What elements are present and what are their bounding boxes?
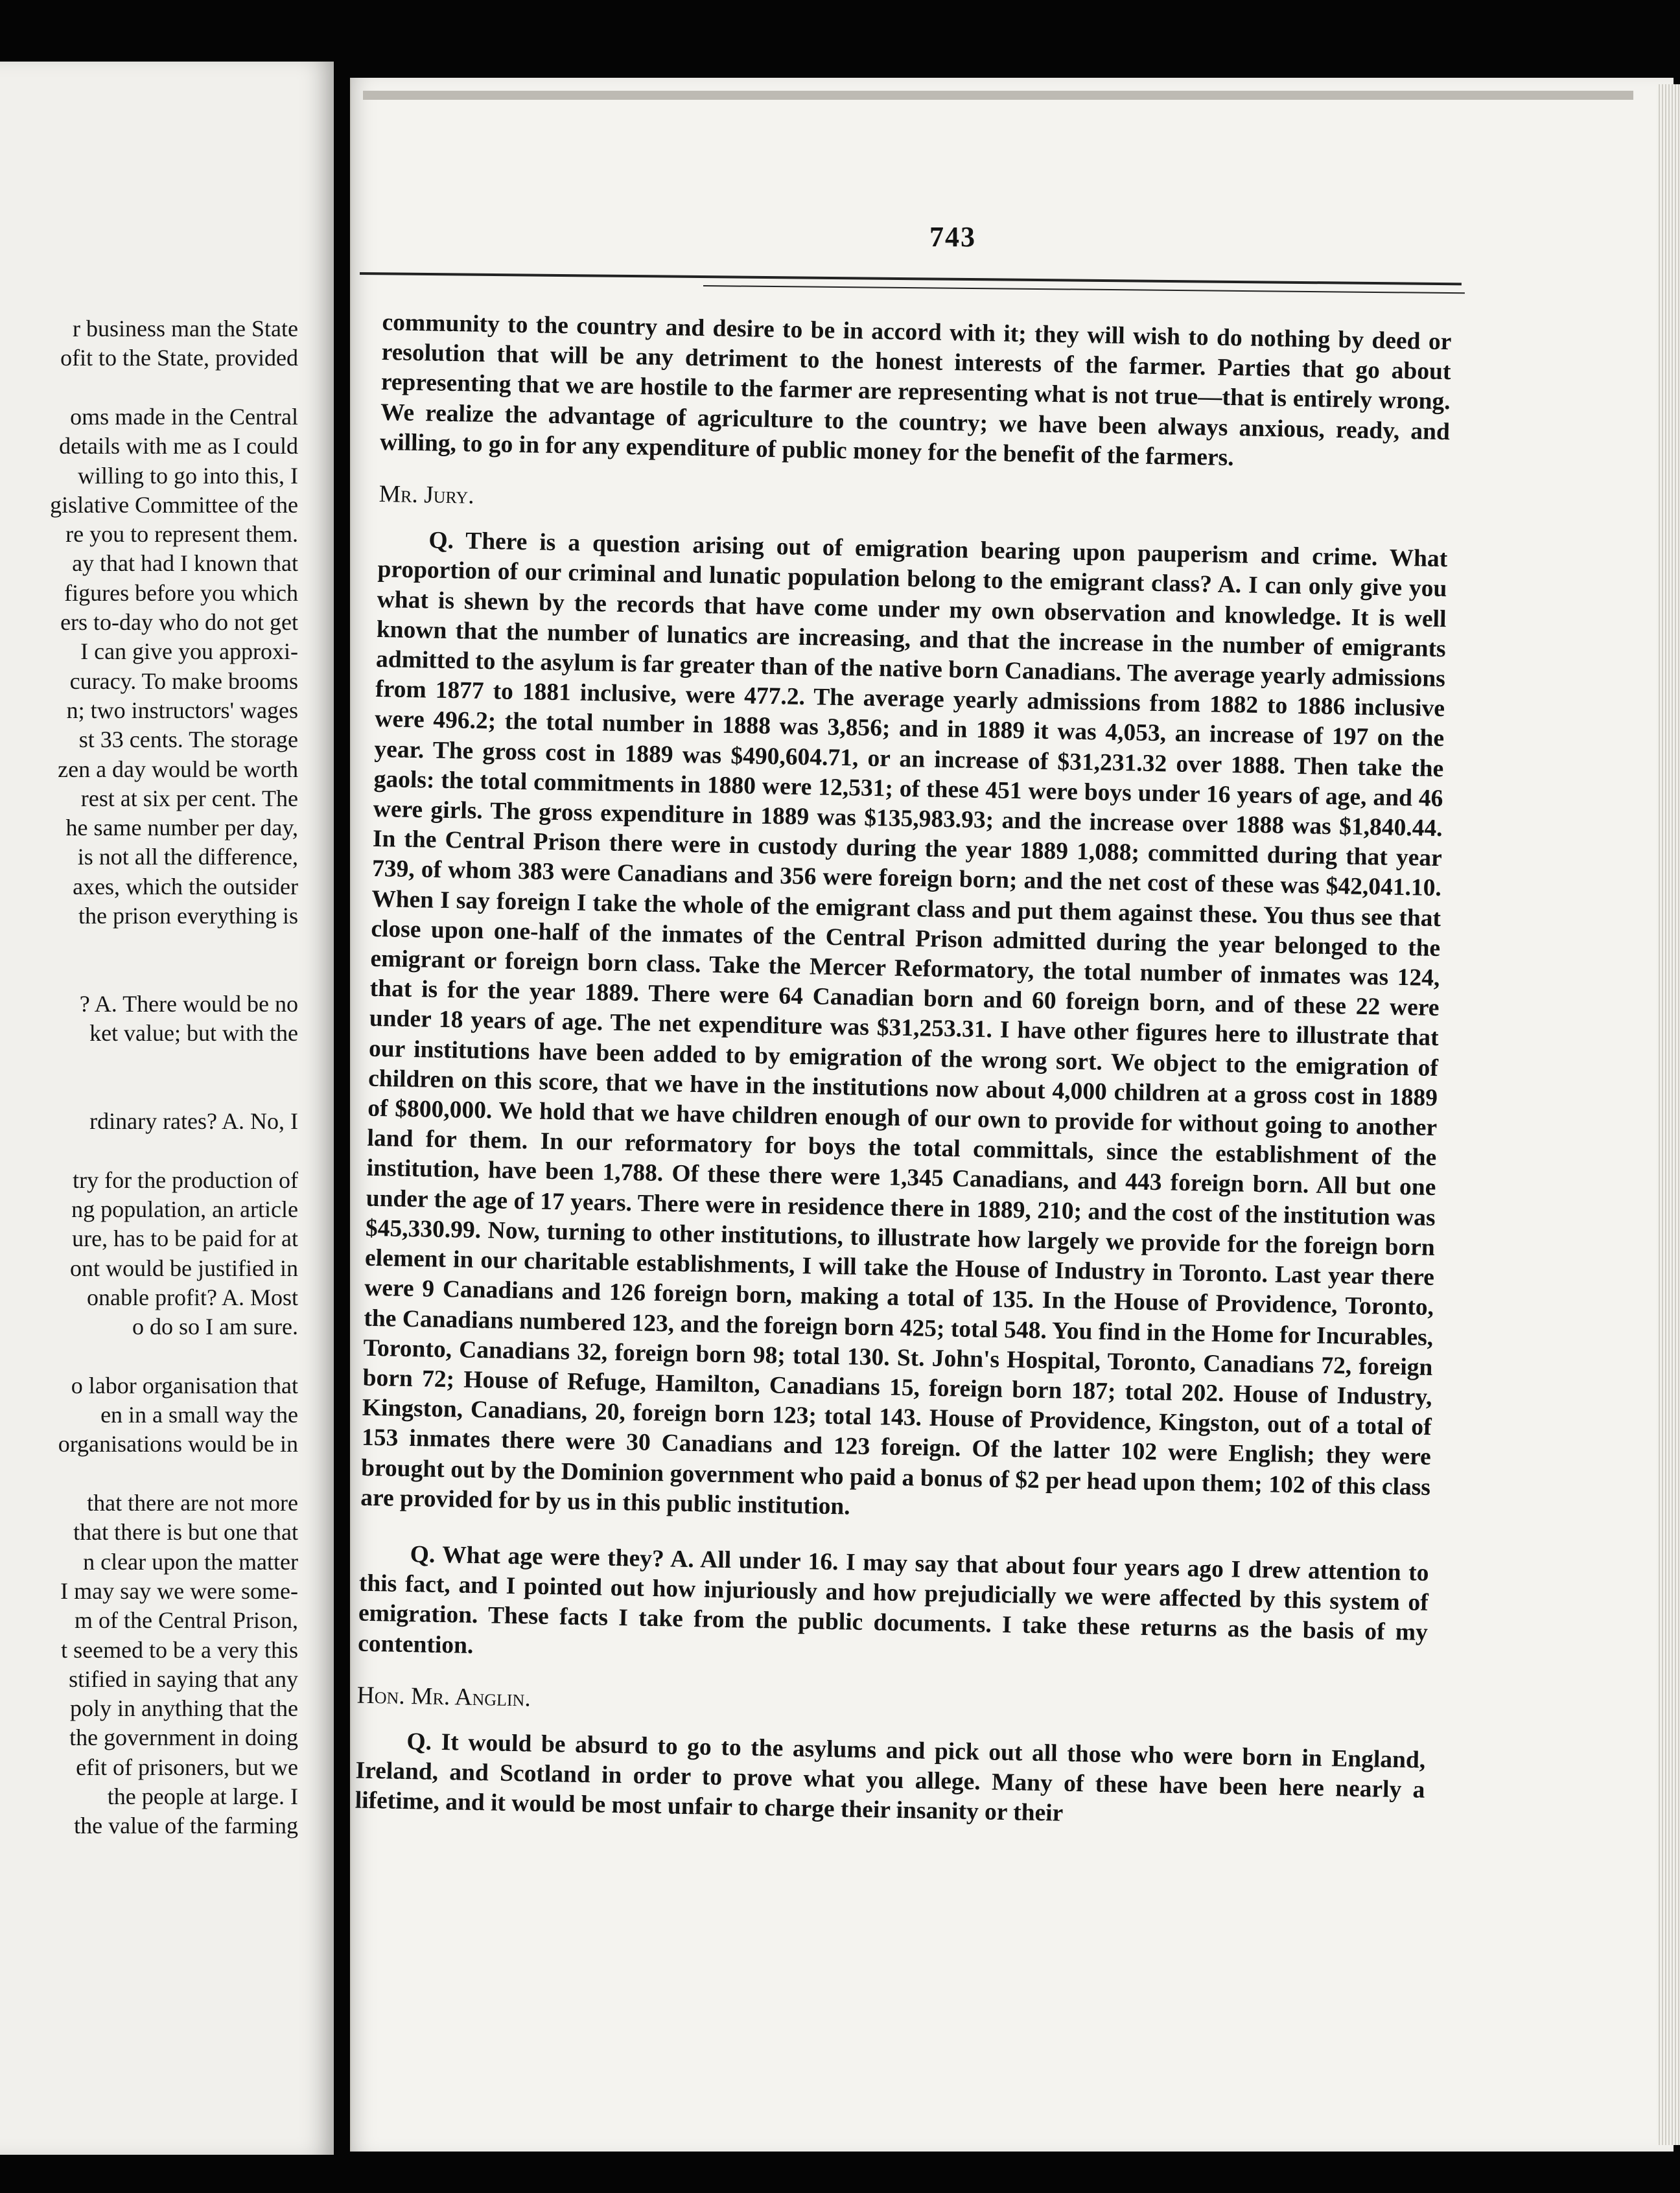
- speaker-mr-jury: Mr. Jury.: [379, 480, 474, 509]
- left-page-line: try for the production of: [73, 1166, 298, 1193]
- left-page-line: m of the Central Prison,: [75, 1607, 298, 1634]
- left-page-line: re you to represent them.: [65, 521, 298, 548]
- left-page-line: o labor organisation that: [71, 1372, 298, 1398]
- page-number: 743: [929, 221, 976, 253]
- left-page-line: willing to go into this, I: [77, 462, 298, 489]
- left-page-line: en in a small way the: [100, 1402, 298, 1428]
- page-edges: [1657, 84, 1680, 2145]
- left-page-line: stified in saying that any: [69, 1665, 298, 1692]
- left-page-line: the value of the farming: [74, 1813, 298, 1839]
- left-page-line: gislative Committee of the: [50, 491, 298, 518]
- left-page-line: the prison everything is: [78, 903, 298, 929]
- left-page-line: he same number per day,: [65, 815, 298, 841]
- left-page-line: details with me as I could: [59, 433, 298, 459]
- left-page-line: ay that had I known that: [72, 550, 298, 577]
- left-page-line: oms made in the Central: [70, 403, 298, 430]
- left-page-line: ng population, an article: [71, 1196, 298, 1222]
- left-page-line: organisations would be in: [58, 1431, 298, 1457]
- question-asylums: Q. It would be absurd to go to the asylums and pick out all those who were born in England, Ireland, and Scotland in order to prove what you allege. Many of these have been here nearly a lifetime, and it would be most unfair to charge their insanity or their: [355, 1728, 1426, 1827]
- left-page-line: axes, which the outsider: [73, 873, 298, 899]
- left-page-line: ket value; but with the: [89, 1020, 298, 1047]
- left-page-line: figures before you which: [64, 579, 298, 606]
- left-page-line: o do so I am sure.: [132, 1314, 298, 1340]
- question-age: Q. What age were they? A. All under 16. I may say that about four years ago I drew attention to this fact, and I pointed out how injuriously and how prejudicially we were affected by this system of emigration. These facts I take from the public documents. I take these returns as the basis of my contention.: [357, 1541, 1429, 1659]
- left-page-line: efit of prisoners, but we: [76, 1754, 298, 1780]
- left-page-line: zen a day would be worth: [58, 756, 298, 782]
- left-page-line: rest at six per cent. The: [80, 785, 298, 811]
- left-page-line: n clear upon the matter: [83, 1548, 298, 1575]
- left-page-line: onable profit? A. Most: [87, 1284, 298, 1310]
- left-page-line: ofit to the State, provided: [60, 345, 298, 371]
- left-page-line: ers to-day who do not get: [60, 609, 298, 635]
- left-page-line: I may say we were some-: [60, 1577, 298, 1604]
- left-page-line: ure, has to be paid for at: [72, 1225, 298, 1252]
- left-page-line: t seemed to be a very this: [61, 1636, 298, 1663]
- left-page-line: the people at large. I: [107, 1783, 298, 1809]
- left-page-line: curacy. To make brooms: [69, 667, 298, 694]
- speaker-hon-mr-anglin: Hon. Mr. Anglin.: [356, 1682, 531, 1712]
- paragraph-continuation: community to the country and desire to be in accord with it; they will wish to do nothing by deed or resolution that will be any detriment to the honest interests of the farmer. Parties that go about representing that we are hostile to the farmer are representing what is not true—that is entirely wrong. We realize the advantage of agriculture to the country; we have been always anxious, ready, and willing, to go in for any expenditure of public money for the benefit of the farmers.: [379, 308, 1452, 471]
- page-body: [355, 308, 1451, 1835]
- left-page-line: I can give you approxi-: [80, 638, 298, 665]
- left-page-line: rdinary rates? A. No, I: [89, 1108, 298, 1135]
- left-page-line: n; two instructors' wages: [66, 697, 298, 723]
- left-page-line: ? A. There would be no: [79, 990, 298, 1017]
- left-page-line: ont would be justified in: [70, 1255, 298, 1281]
- left-page-line: the government in doing: [69, 1724, 298, 1751]
- left-page-line: poly in anything that the: [70, 1695, 298, 1722]
- left-page-line: is not all the difference,: [77, 844, 298, 870]
- question-emigration: Q. There is a question arising out of emigration bearing upon pauperism and crime. What proportion of our criminal and lunatic population belong to the emigrant class? A. I can only give you what is shewn by the records that have come under my own observation and knowledge. It is well known that the number of lunatics are increasing, and that the increase in the number of emigrants admitted to the asylum is far greater than of the native born Canadians. The average yearly admissions from 1877 to 1881 inclusive, were 477.2. The average yearly admissions from 1882 to 1886 inclusive were 496.2; the total number in 1888 was 3,856; and in 1889 it was 4,053, an increase of 197 on the year. The gross cost in 1889 was $490,604.71, or an increase of $31,231.32 over 1888. Then take the gaols: the total commitments in 1880 were 12,531; of these 451 were boys under 16 years of age, and 46 were girls. The gross expenditure in 1889 was $135,983.93; and the increase over 1888 was $1,840.44. In the Central Prison there were in custody during the year 1889 1,088; committed during that year 739, of whom 383 were Canadians and 356 were foreign born; and the net cost of these was $42,041.10. When I say foreign I take the whole of the emigrant class and put them against these. You thus see that close upon one-half of the inmates of the Central Prison admitted during the year belonged to the emigrant or foreign born class. Take the Mercer Reformatory, the total number of inmates was 124, that is for the year 1889. There were 64 Canadian born and 60 foreign born, and of these 22 were under 18 years of age. The net expenditure was $31,253.31. I have other figures here to illustrate that our institutions have been added to by emigration of the wrong sort. We object to the emigration of children on this score, that we have in the institutions now about 4,000 children at a gross cost in 1889 of $800,000. We hold that we have children enough of our own to provide for without going to another land for them. In our reformatory for boys the total committals, since the establishment of the institution, have been 1,788. Of these there were 1,345 Canadians, and 443 foreign born. All but one under the age of 17 years. There were in residence there in 1889, 210; and the cost of the institution was $45,330.99. Now, turning to other institutions, to illustrate how largely we provide for the foreign born element in our charitable establishments, I will take the House of Industry in Toronto. Last year there were 9 Canadians and 126 foreign born, making a total of 135. In the House of Providence, Toronto, the Canadians numbered 123, and the foreign born 425; total 548. You find in the Home for Incurables, Toronto, Canadians 32, foreign born 98; total 130. St. John's Hospital, Toronto, Canadians 72, foreign born 72; House of Refuge, Hamilton, Canadians 15, foreign born 187; total 202. House of Industry, Kingston, Canadians, 20, foreign born 123; total 143. House of Providence, Kingston, out of a total of 153 inmates there were 30 Canadians and 123 foreign. Of the latter 102 were English; they were brought out by the Dominion government who paid a bonus of $2 per head upon them; 102 of this class are provided for by us in this public institution.: [360, 527, 1448, 1520]
- left-page-line: that there are not more: [87, 1490, 298, 1516]
- left-page-line: st 33 cents. The storage: [78, 726, 298, 753]
- left-facing-page: [0, 62, 334, 2155]
- top-scan-bar: [363, 91, 1633, 100]
- left-page-line: r business man the State: [73, 316, 298, 342]
- left-page-line: that there is but one that: [73, 1519, 298, 1546]
